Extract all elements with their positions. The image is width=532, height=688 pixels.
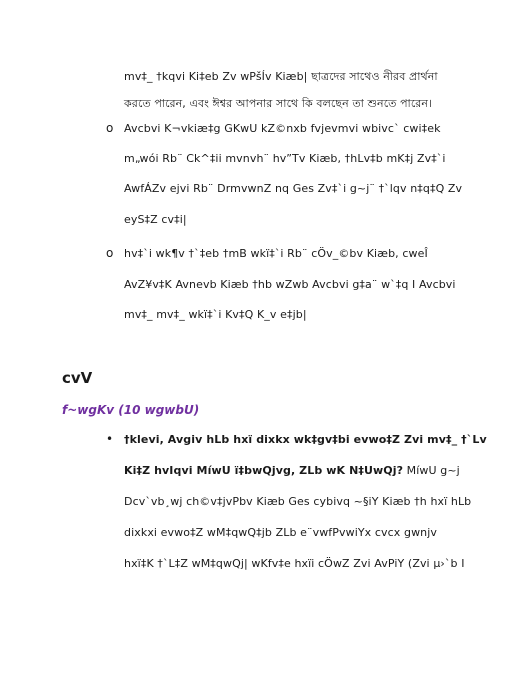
bullet-text-line: hv‡`i wk¶v †`‡eb †mB wkï‡`i Rb¨ cÖv_©bv Kiæb, cweÎ <box>124 247 428 260</box>
bullet-text-line <box>124 464 460 477</box>
bullet-text-line: eyS‡Z cv‡i| <box>124 213 187 226</box>
bullet-text-line: hxï‡K †`L‡Z wM‡qwQj| wKfv‡e hxïi cÖwZ Zvi AvPiY (Zvi µ›`b I <box>124 557 465 570</box>
disc-bullet-icon: • <box>106 432 114 446</box>
bullet-text-continuation: MíwU g~j <box>403 464 460 477</box>
paragraph-line: mv‡_ †kqvi Ki‡eb Zv wPšÍv Kiæb| ছাত্রদের সাথেও নীরব প্রার্থনা <box>124 70 438 83</box>
bullet-text-line: †klevi, Avgiv hLb hxï dixkx wk‡gv‡bi evwo‡Z Zvi mv‡_ †`Lv <box>124 433 487 446</box>
section-subheading: f~wgKv (10 wgwbU) <box>62 403 200 417</box>
bullet-text-line: Dcv`vb¸wj ch©v‡jvPbv Kiæb Ges cybivq ~§iY Kiæb †h hxï hLb <box>124 495 472 508</box>
bullet-text-line: m„wói Rb¨ Ck^‡ii mvnvh¨ hv”Tv Kiæb, †hLv‡b mK‡j Zv‡`i <box>124 152 446 165</box>
bullet-text-line: Avcbvi K¬vkiæ‡g GKwU kZ©nxb fvjevmvi wbivc` cwi‡ek <box>124 122 441 135</box>
bullet-bold-question: Ki‡Z hvIqvi MíwU ï‡bwQjvg, ZLb wK N‡UwQj? <box>124 464 404 477</box>
bullet-text-line: dixkxi evwo‡Z wM‡qwQ‡jb ZLb e¨vwfPvwiYx cvcx gwnjv <box>124 526 438 539</box>
bullet-text-line: AvZ¥v‡K Avnevb Kiæb †hb wZwb Avcbvi g‡a¨ w`‡q I Avcbvi <box>124 278 456 291</box>
paragraph-line: করতে পারেন, এবং ঈশ্বর আপনার সাথে কি বলছেন তা শুনতে পারেন। <box>124 97 433 110</box>
circle-bullet-icon: o <box>106 121 114 135</box>
bullet-text-line: mv‡_ mv‡_ wkï‡`i Kv‡Q K_v e‡jb| <box>124 308 307 321</box>
section-heading: cvV <box>62 369 93 387</box>
bullet-text-line: AwfÁZv ejvi Rb¨ DrmvwnZ nq Ges Zv‡`i g~j¨ †`lqv n‡q‡Q Zv <box>124 182 463 195</box>
circle-bullet-icon: o <box>106 246 114 260</box>
